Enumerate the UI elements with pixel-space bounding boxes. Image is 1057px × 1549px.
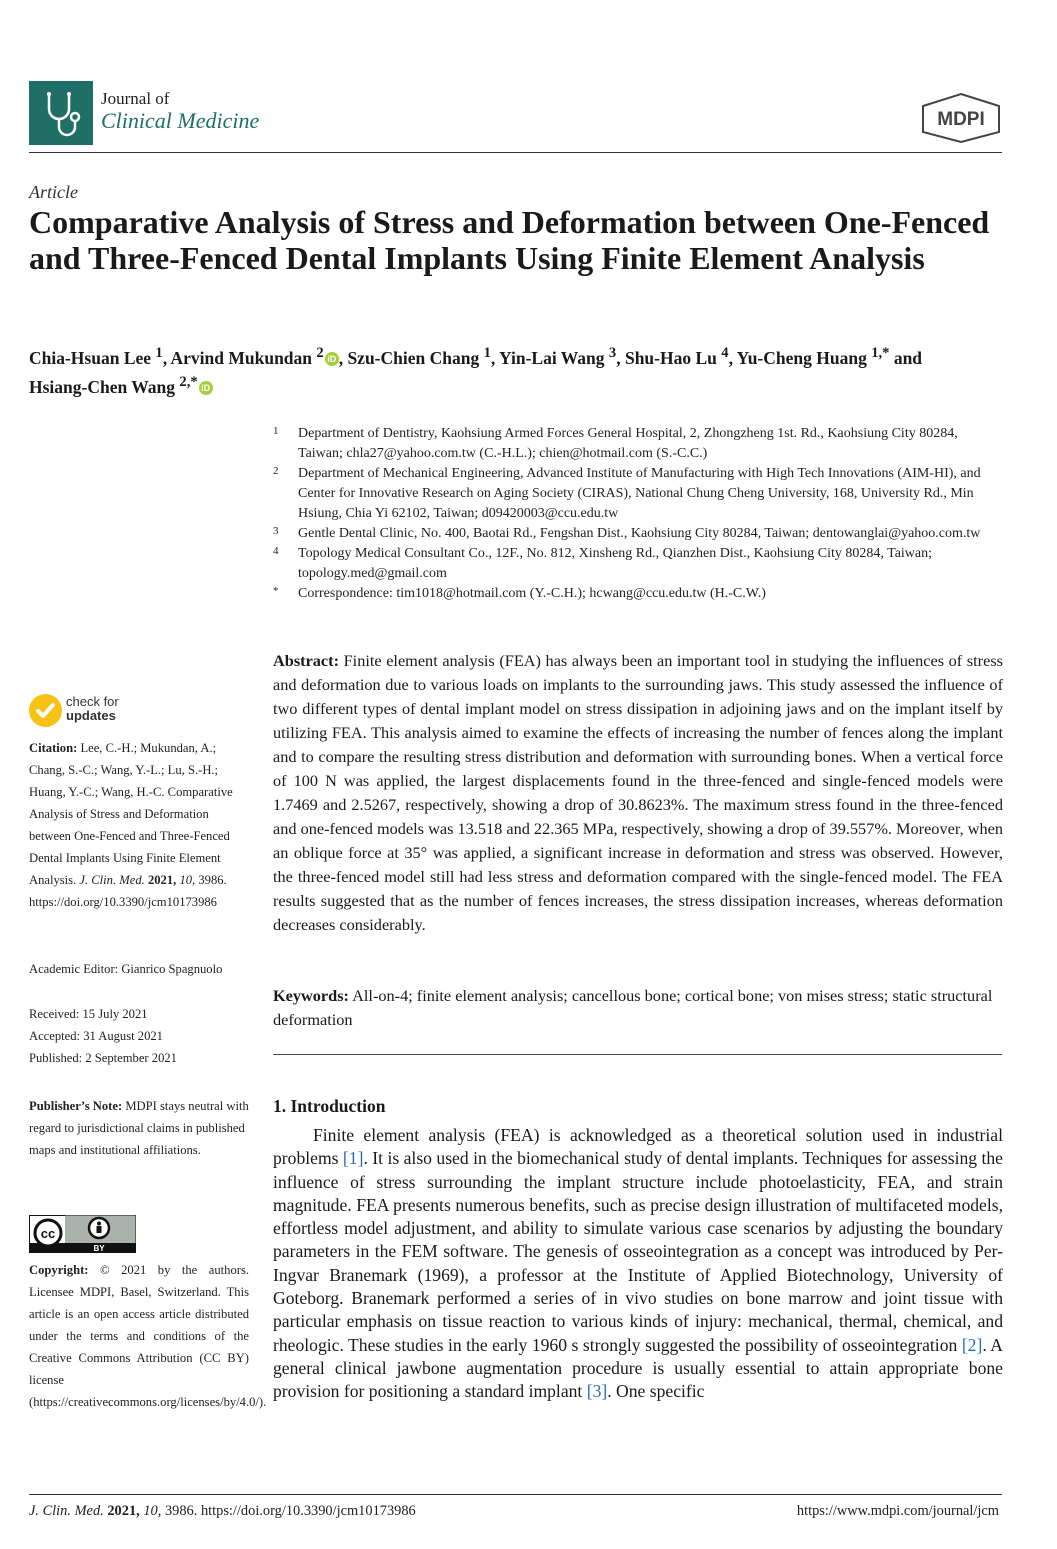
- footer-citation: [29, 1503, 416, 1520]
- affiliation-number: 1: [273, 425, 279, 437]
- affiliation-item: [273, 544, 1003, 584]
- abstract-label: Abstract:: [273, 651, 340, 670]
- author-name: Chia-Hsuan Lee: [29, 347, 152, 368]
- author-name: Szu-Chien Chang: [347, 347, 480, 368]
- author-affiliation-mark: 1,*: [871, 345, 890, 361]
- academic-editor: Academic Editor: Gianrico Spagnuolo: [29, 962, 223, 976]
- check-updates-icon: [29, 694, 62, 727]
- dates-block: [29, 1003, 249, 1069]
- check-updates-line2: updates: [66, 708, 116, 723]
- section-heading-introduction: 1. Introduction: [273, 1096, 386, 1116]
- author-name: Yu-Cheng Huang: [736, 347, 867, 368]
- header-divider: [29, 152, 1002, 153]
- abstract-text: Finite element analysis (FEA) has always been an important tool in studying the influences of stress and deformation due to various loads on implants to the surrounding jaws. This study assessed the influence of two different types of dental implant model on stress dissipation in adjoining jaws and on the implant itself by utilizing FEA. This analysis aimed to examine the effects of increasing the number of fences along the implant and to compare the resulting stress distribution and deformation with surrounding bones. When a vertical force of 100 N was applied, the largest displacements found in the three-fenced and single-fenced models were 1.7469 and 2.5267, respectively, showing a drop of 30.8623%. The maximum stress found in the three-fenced and one-fenced models was 13.518 and 22.365 MPa, respectively, showing a drop of 39.557%. Moreover, when an oblique force at 35° was applied, a significant increase in deformation and stress was observed. However, the three-fenced model still had less stress and deformation compared with the single-fenced model. The FEA results suggested that as the number of fences increases, the stress dissipation increases, whereas deformation decreases considerably.: [273, 651, 1003, 934]
- author-affiliation-mark: 2,*: [179, 373, 198, 390]
- author-list: Chia-Hsuan Lee $^1$, Arvind Mukundan $^2$ iD , Szu-Chien Chang $^1$, Yin-Lai Wang $^3$, Shu-Hao Lu $^4$, Yu-Cheng Huang $^{1,*}$ and Hsiang-Chen Wang $^{2,*}$ iD: [29, 345, 923, 397]
- article-title: Comparative Analysis of Stress and Deformation between One-Fenced and Three-Fenced Dental Implants Using Finite Element Analysis: [29, 204, 990, 276]
- mdpi-logo: [920, 92, 1002, 144]
- journal-name-line1: Journal of: [101, 89, 170, 108]
- cc-by-license-icon[interactable]: [29, 1215, 136, 1253]
- author-affiliation-mark: 4: [721, 345, 729, 361]
- affiliation-text: Correspondence: tim1018@hotmail.com (Y.-C.H.); hcwang@ccu.edu.tw (H.-C.W.): [298, 586, 766, 601]
- journal-name-line2: Clinical Medicine: [101, 108, 260, 133]
- accepted-date: Accepted: 31 August 2021: [29, 1029, 163, 1043]
- intro-text-2: . It is also used in the biomechanical study of dental implants. Techniques for assessing the influence of stress surrounding the implant structure include photoelasticity, FEA, and strain magnitude. FEA presents numerous benefits, such as precise design illustration of multifaceted models, effortless model adjustment, and ability to simulate various case scenarios by adjusting the boundary parameters in the FEM software. The genesis of osseointegration as a concept was introduced by Per-Ingvar Branemark (1969), a professor at the Institute of Applied Biotechnology, University of Goteborg. Branemark performed a series of in vivo studies on bone marrow and joint tissue with particular emphasis on tissue reaction to various kinds of injury: mechanical, thermal, chemical, and rheologic. These studies in the early 1960 s strongly suggested the possibility of osseointegration: [273, 1148, 1003, 1355]
- orcid-icon[interactable]: iD: [325, 352, 339, 366]
- check-for-updates-badge[interactable]: [29, 694, 149, 728]
- citation-journal: J. Clin. Med.: [79, 873, 145, 887]
- footer-journal: J. Clin. Med.: [29, 1503, 104, 1519]
- author[interactable]: [29, 373, 213, 397]
- reference-link-2[interactable]: [2]: [961, 1334, 983, 1355]
- intro-text-4: . One specific: [607, 1381, 705, 1402]
- mdpi-logo-text: MDPI: [937, 109, 985, 130]
- author[interactable]: [499, 345, 617, 368]
- author-affiliation-mark: 1: [483, 345, 491, 361]
- author-name: Shu-Hao Lu: [624, 347, 717, 368]
- affiliation-text: Topology Medical Consultant Co., 12F., No. 812, Xinsheng Rd., Qianzhen Dist., Kaohsiung City 80284, Taiwan; topology.med@gmail.com: [298, 546, 933, 581]
- keywords: [273, 984, 1003, 1032]
- affiliation-item: [273, 524, 1003, 544]
- author[interactable]: [29, 345, 163, 368]
- affiliation-item: [273, 464, 1003, 524]
- affiliation-text: Department of Dentistry, Kaohsiung Armed Forces General Hospital, 2, Zhongzheng 1st. Rd., Kaohsiung City 80284, Taiwan; chla27@yahoo.com.tw (C.-H.L.); chien@hotmail.com (S.-C.C.): [298, 426, 958, 461]
- affiliation-text: Gentle Dental Clinic, No. 400, Baotai Rd., Fengshan Dist., Kaohsiung City 80284, Taiwan; dentowanglai@yahoo.com.tw: [298, 526, 981, 541]
- affiliation-number: 2: [273, 465, 279, 477]
- publisher-note-text: MDPI stays neutral with regard to jurisdictional claims in published maps and institutional affiliations.: [29, 1099, 249, 1157]
- copyright-label: Copyright:: [29, 1263, 89, 1277]
- affiliation-item: [273, 584, 1003, 604]
- published-date: Published: 2 September 2021: [29, 1051, 177, 1065]
- author-affiliation-mark: 2: [316, 345, 324, 361]
- footer-divider: [29, 1494, 1002, 1495]
- author[interactable]: [624, 345, 729, 368]
- citation-year: 2021,: [147, 873, 177, 887]
- affiliation-number: *: [273, 585, 279, 597]
- citation-label: Citation:: [29, 741, 78, 755]
- cc-badge-text: BY: [93, 1244, 105, 1253]
- abstract: [273, 649, 1003, 937]
- footer-year: 2021,: [107, 1503, 140, 1519]
- footer-volume: 10,: [143, 1503, 162, 1519]
- citation-volume: 10,: [179, 873, 196, 887]
- author-affiliation-mark: 3: [608, 345, 617, 361]
- keywords-label: Keywords:: [273, 986, 349, 1005]
- footer-journal-url[interactable]: https://www.mdpi.com/journal/jcm: [796, 1503, 999, 1519]
- section-divider: [273, 1054, 1002, 1055]
- citation-text: Lee, C.-H.; Mukundan, A.; Chang, S.-C.; Wang, Y.-L.; Lu, S.-H.; Huang, Y.-C.; Wang, H.-C. Comparative Analysis of Stress and Deformation between One-Fenced and Three-Fenced Dental Implants Using Finite Element Analysis.: [29, 741, 233, 887]
- author-name: Yin-Lai Wang: [499, 347, 605, 368]
- affiliation-text: Department of Mechanical Engineering, Advanced Institute of Manufacturing with High Tech Innovations (AIM-HI), and Center for Innovative Research on Aging Society (CIRAS), National Chung Cheng University, 168, University Rd., Min Hsiung, Chia Yi 62102, Taiwan; d09420003@ccu.edu.tw: [298, 466, 981, 521]
- svg-text:cc: cc: [40, 1226, 56, 1241]
- reference-link-1[interactable]: [1]: [342, 1148, 364, 1169]
- author-name: Hsiang-Chen Wang: [29, 376, 176, 397]
- author-name: Arvind Mukundan: [170, 347, 313, 368]
- author[interactable]: [347, 345, 491, 368]
- author[interactable]: [170, 345, 339, 368]
- keywords-text: All-on-4; finite element analysis; cancellous bone; cortical bone; von mises stress; static structural deformation: [273, 986, 993, 1029]
- publisher-note-label: Publisher’s Note:: [29, 1099, 123, 1113]
- intro-text-1: Finite element analysis (FEA) is acknowledged as a theoretical solution used in industrial problems: [273, 1125, 1003, 1169]
- affiliation-list: [273, 424, 1003, 604]
- check-updates-line1: check for: [66, 694, 119, 709]
- introduction-paragraph: [273, 1124, 1003, 1404]
- citation-doi[interactable]: 3986. https://doi.org/10.3390/jcm10173986: [29, 873, 227, 909]
- citation-block: [29, 737, 249, 913]
- publisher-note: [29, 1095, 249, 1161]
- orcid-icon[interactable]: iD: [199, 381, 213, 395]
- received-date: Received: 15 July 2021: [29, 1007, 148, 1021]
- authors-and: and: [893, 347, 923, 368]
- affiliation-item: [273, 424, 1003, 464]
- journal-logo: [29, 81, 93, 145]
- stethoscope-icon: [29, 81, 93, 145]
- intro-text-3: . A general clinical jawbone augmentation procedure is usually essential to attain appropriate bone provision for positioning a standard implant: [273, 1334, 1003, 1402]
- article-type: Article: [29, 182, 78, 202]
- copyright-text: © 2021 by the authors. Licensee MDPI, Basel, Switzerland. This article is an open access article distributed under the terms and conditions of the Creative Commons Attribution (CC BY) license (https://creativecommons.org/licenses/by/4.0/).: [29, 1263, 267, 1409]
- author-affiliation-mark: 1: [155, 345, 163, 361]
- copyright-block: [29, 1259, 267, 1413]
- journal-name: [101, 90, 259, 132]
- affiliation-number: 4: [273, 545, 279, 557]
- footer-doi[interactable]: 3986. https://doi.org/10.3390/jcm10173986: [164, 1503, 416, 1519]
- author[interactable]: [736, 345, 890, 368]
- reference-link-3[interactable]: [3]: [586, 1381, 608, 1402]
- affiliation-number: 3: [273, 525, 279, 537]
